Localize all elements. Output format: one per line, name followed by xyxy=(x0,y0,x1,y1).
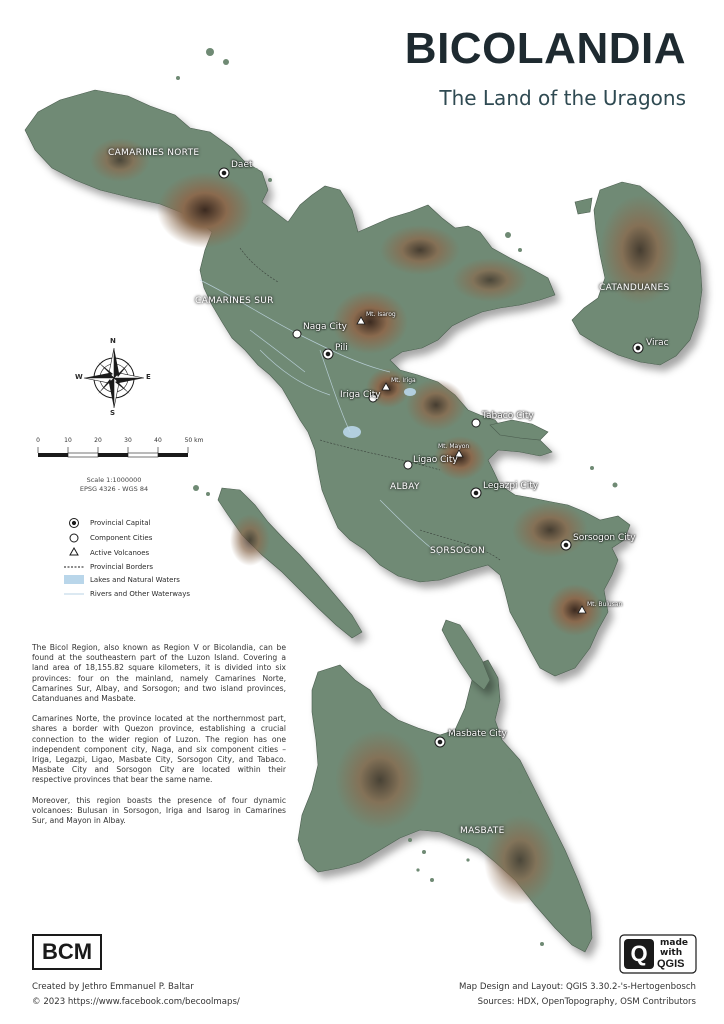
scale-tick-20: 20 xyxy=(94,437,102,444)
description-text xyxy=(32,643,286,836)
bcm-logo: BCM xyxy=(32,934,102,970)
compass-w-label: W xyxy=(75,373,83,381)
compass-rose xyxy=(84,348,144,408)
city-label-virac: Virac xyxy=(646,338,669,348)
province-label-catanduanes: CATANDUANES xyxy=(599,283,670,293)
scale-tick-0: 0 xyxy=(36,437,40,444)
city-label-iriga: Iriga City xyxy=(340,390,381,400)
description-paragraph-3: Moreover, this region boasts the presence of four dynamic volcanoes: Bulusan in Sorsogon, Iriga and Isarog in Camarines Sur, and Mayon in Albay. xyxy=(32,795,286,826)
city-label-daet: Daet xyxy=(231,160,253,170)
city-label-pili: Pili xyxy=(335,343,348,353)
city-label-tabaco: Tabaco City xyxy=(482,411,534,421)
virac-marker xyxy=(633,343,643,353)
legend-symbols xyxy=(64,519,84,595)
scale-bar xyxy=(38,447,188,457)
province-label-camarines-norte: CAMARINES NORTE xyxy=(108,148,200,158)
lagonoy-island xyxy=(575,198,592,214)
created-by-text: Created by Jethro Emmanuel P. Baltar xyxy=(32,982,194,992)
province-label-sorsogon: SORSOGON xyxy=(430,546,486,556)
qgis-name-text: QGIS xyxy=(657,958,685,970)
ligao-marker xyxy=(404,461,412,469)
legend-component-cities: Component Cities xyxy=(90,534,153,542)
volcano-label-iriga: Mt. Iriga xyxy=(391,377,416,384)
map-subtitle: The Land of the Uragons xyxy=(439,86,686,110)
crs-text: EPSG 4326 - WGS 84 xyxy=(79,485,149,493)
masbate-marker xyxy=(435,737,445,747)
province-label-albay: ALBAY xyxy=(390,482,420,492)
scale-tick-30: 30 xyxy=(124,437,132,444)
city-label-ligao: Ligao City xyxy=(413,455,458,465)
province-label-camarines-sur: CAMARINES SUR xyxy=(195,296,274,306)
map-title: BICOLANDIA xyxy=(404,24,686,73)
city-label-masbate: Masbate City xyxy=(448,729,507,739)
scale-tick-40: 40 xyxy=(154,437,162,444)
scale-tick-50: 50 km xyxy=(184,437,204,444)
sources-text: Sources: HDX, OpenTopography, OSM Contributors xyxy=(477,997,696,1007)
legend-provincial-borders: Provincial Borders xyxy=(90,563,153,571)
volcano-label-mayon: Mt. Mayon xyxy=(438,443,470,450)
scale-tick-10: 10 xyxy=(64,437,72,444)
ticao-island xyxy=(442,620,490,690)
volcano-label-bulusan: Mt. Bulusan xyxy=(587,601,623,608)
description-paragraph-1: The Bicol Region, also known as Region V or Bicolandia, can be found at the southeastern part of the Luzon Island. Covering a land area of 18,155.82 square kilometers, it is divided into six provinces: four on the mainland, namely Camarines Norte, Camarines Sur, Albay, and Sorsogon; and two island provinces, Catanduanes and Masbate. xyxy=(32,643,286,704)
province-label-masbate: MASBATE xyxy=(460,826,505,836)
compass-n-label: N xyxy=(110,337,116,345)
tabaco-marker xyxy=(472,419,480,427)
description-paragraph-2: Camarines Norte, the province located at the northernmost part, shares a border with Quezon province, establishing a crucial connection to the wider region of Luzon. The region has one independent component city, Naga, and six component cities – Iriga, Legazpi, Ligao, Masbate City, Sorsogon City, and Tabaco. Masbate City and Sorsogon City are located within their respective provinces that bear the same name. xyxy=(32,714,286,785)
copyright-link[interactable]: © 2023 https://www.facebook.com/becoolmaps/ xyxy=(32,997,240,1007)
city-label-sorsogon: Sorsogon City xyxy=(573,533,636,543)
legend-active-volcanoes: Active Volcanoes xyxy=(90,549,150,557)
city-label-naga: Naga City xyxy=(303,322,347,332)
sorsogon-marker xyxy=(561,540,571,550)
pili-marker xyxy=(323,349,333,359)
qgis-q-glyph: Q xyxy=(630,941,648,966)
compass-s-label: S xyxy=(110,409,116,417)
compass-e-label: E xyxy=(146,373,151,381)
legend-provincial-capital: Provincial Capital xyxy=(90,519,151,527)
legend-lakes: Lakes and Natural Waters xyxy=(90,576,180,584)
volcano-label-isarog: Mt. Isarog xyxy=(366,311,396,318)
daet-marker xyxy=(219,168,229,178)
qgis-made-text: made xyxy=(660,938,688,948)
legazpi-marker xyxy=(471,488,481,498)
scale-text: Scale 1:1000000 xyxy=(86,476,142,484)
design-credit-text: Map Design and Layout: QGIS 3.30.2-'s-Hertogenbosch xyxy=(459,982,696,992)
legend-rivers: Rivers and Other Waterways xyxy=(90,590,190,598)
city-label-legazpi: Legazpi City xyxy=(483,481,539,491)
naga-marker xyxy=(293,330,301,338)
qgis-with-text: with xyxy=(660,948,683,958)
